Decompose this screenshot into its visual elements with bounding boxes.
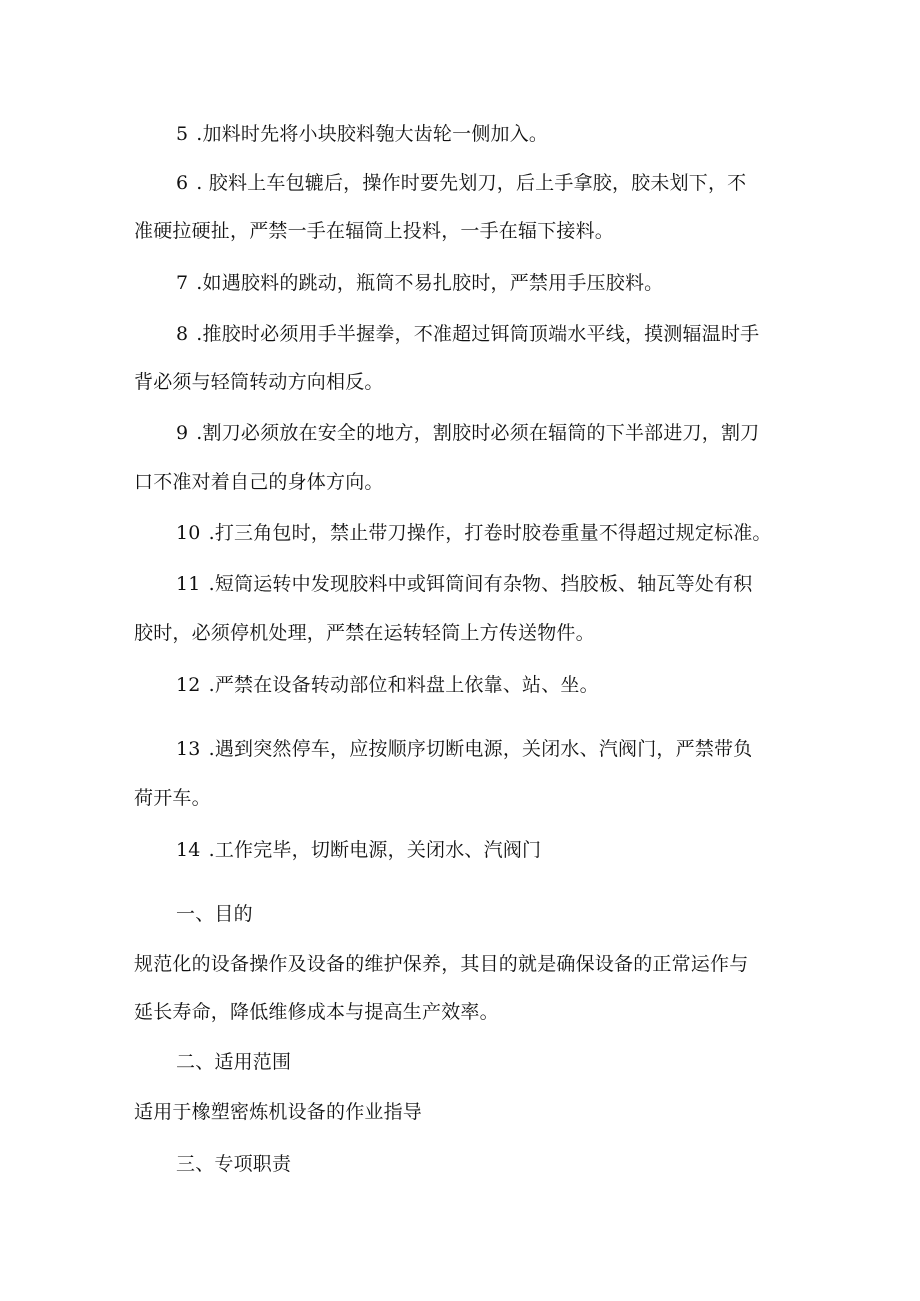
duties-heading: 三、专项职责 <box>176 1153 292 1175</box>
item-text: .割刀必须放在安全的地方，割胶时必须在辐筒的下半部进刀，割刀 <box>196 422 760 444</box>
purpose-text-line2: 延长寿命，降低维修成本与提高生产效率。 <box>134 1001 499 1023</box>
item-12 <box>176 673 599 697</box>
item-number: 13 <box>176 738 201 760</box>
item-text: .打三角包时，禁止带刀操作，打卷时胶卷重量不得超过规定标准。 <box>208 522 772 544</box>
item-9 <box>176 421 759 445</box>
item-number: 10 <box>176 522 201 544</box>
item-8-continuation: 背必须与轻筒转动方向相反。 <box>134 371 384 393</box>
item-13-continuation: 荷开车。 <box>134 787 211 809</box>
item-text: .严禁在设备转动部位和料盘上依靠、站、坐。 <box>208 674 599 696</box>
item-number: 8 <box>176 323 189 345</box>
item-text: .短筒运转中发现胶料中或铒筒间有杂物、挡胶板、轴瓦等处有积 <box>208 573 753 595</box>
item-number: 14 <box>176 839 201 861</box>
item-13 <box>176 737 752 761</box>
item-6-continuation: 准硬拉硬扯，严禁一手在辐筒上投料，一手在辐下接料。 <box>134 220 615 242</box>
item-number: 9 <box>176 422 189 444</box>
item-11-continuation: 胶时，必须停机处理，严禁在运转轻筒上方传送物件。 <box>134 622 595 644</box>
purpose-heading: 一、目的 <box>176 903 253 925</box>
item-14 <box>176 838 541 862</box>
item-6 <box>176 171 746 195</box>
scope-text: 适用于橡塑密炼机设备的作业指导 <box>134 1101 423 1123</box>
item-number: 5 <box>176 123 189 145</box>
scope-heading: 二、适用范围 <box>176 1051 292 1073</box>
item-11 <box>176 572 752 596</box>
item-number: 12 <box>176 674 201 696</box>
item-5 <box>176 122 548 146</box>
item-9-continuation: 口不准对着自己的身体方向。 <box>134 471 384 493</box>
item-7 <box>176 271 663 295</box>
item-text: .如遇胶料的跳动，瓶筒不易扎胶时，严禁用手压胶料。 <box>196 272 664 294</box>
item-8 <box>176 322 759 346</box>
item-number: 11 <box>176 573 201 595</box>
item-number: 6 <box>176 172 189 194</box>
item-number: 7 <box>176 272 189 294</box>
item-text: . 胶料上车包辘后，操作时要先划刀，后上手拿胶，胶未划下，不 <box>196 172 747 194</box>
item-10 <box>176 521 772 545</box>
item-text: .遇到突然停车，应按顺序切断电源，关闭水、汽阀门，严禁带负 <box>208 738 753 760</box>
purpose-text-line1: 规范化的设备操作及设备的维护保养，其目的就是确保设备的正常运作与 <box>134 953 749 975</box>
item-text: .加料时先将小块胶料匏大齿轮一侧加入。 <box>196 123 549 145</box>
item-text: .工作完毕，切断电源，关闭水、汽阀门 <box>208 839 542 861</box>
item-text: .推胶时必须用手半握拳，不准超过铒筒顶端水平线，摸测辐温时手 <box>196 323 760 345</box>
